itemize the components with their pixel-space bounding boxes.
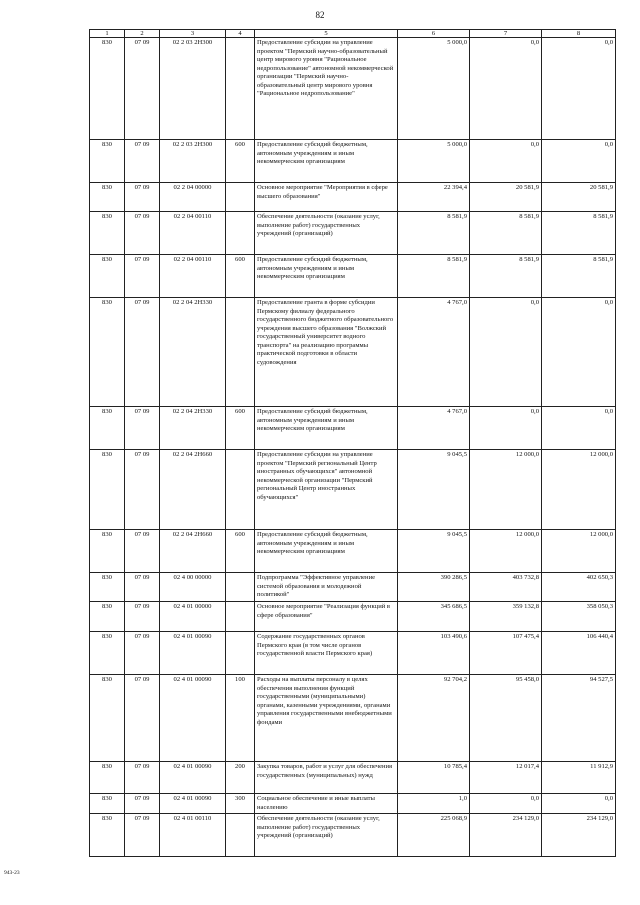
cell-target-article: 02 2 04 2Н660 [160,530,226,573]
cell-amount-year-3: 358 050,3 [542,602,616,632]
table-row [90,255,616,298]
cell-target-article: 02 4 00 00000 [160,573,226,602]
table-row [90,814,616,857]
cell-section: 07 09 [125,255,160,298]
cell-amount-year-1: 8 581,9 [398,212,470,255]
cell-amount-year-1: 4 767,0 [398,298,470,407]
cell-section: 07 09 [125,298,160,407]
cell-admin-code: 830 [90,602,125,632]
header-col-8: 8 [542,30,616,38]
cell-description: Предоставление субсидий бюджетным, автономным учреждениям и иным некоммерческим организациям [255,140,398,183]
cell-description: Содержание государственных органов Пермского края (в том числе органов государственной власти Пермского края) [255,632,398,675]
cell-section: 07 09 [125,794,160,814]
cell-admin-code: 830 [90,814,125,857]
cell-amount-year-1: 103 490,6 [398,632,470,675]
cell-amount-year-3: 0,0 [542,298,616,407]
header-row [90,30,616,38]
cell-amount-year-3: 8 581,9 [542,212,616,255]
header-col-2: 2 [125,30,160,38]
cell-amount-year-3: 234 129,0 [542,814,616,857]
cell-amount-year-1: 22 394,4 [398,183,470,212]
cell-section: 07 09 [125,407,160,450]
header-col-5: 5 [255,30,398,38]
cell-amount-year-2: 403 732,8 [470,573,542,602]
cell-expense-type: 200 [226,762,255,794]
cell-expense-type: 600 [226,255,255,298]
cell-target-article: 02 4 01 00090 [160,675,226,762]
cell-amount-year-3: 106 440,4 [542,632,616,675]
cell-amount-year-3: 402 650,3 [542,573,616,602]
cell-target-article: 02 2 03 2Н300 [160,38,226,140]
cell-description: Предоставление субсидий бюджетным, автономным учреждениям и иным некоммерческим организациям [255,255,398,298]
cell-target-article: 02 4 01 00090 [160,632,226,675]
cell-section: 07 09 [125,602,160,632]
cell-amount-year-2: 359 132,8 [470,602,542,632]
cell-expense-type: 300 [226,794,255,814]
cell-section: 07 09 [125,183,160,212]
cell-amount-year-2: 20 581,9 [470,183,542,212]
cell-amount-year-2: 234 129,0 [470,814,542,857]
cell-admin-code: 830 [90,762,125,794]
cell-amount-year-3: 0,0 [542,794,616,814]
table-row [90,38,616,140]
cell-admin-code: 830 [90,38,125,140]
cell-section: 07 09 [125,675,160,762]
cell-amount-year-2: 107 475,4 [470,632,542,675]
header-col-3: 3 [160,30,226,38]
cell-amount-year-3: 8 581,9 [542,255,616,298]
cell-section: 07 09 [125,212,160,255]
page-number: 82 [315,10,325,20]
cell-admin-code: 830 [90,298,125,407]
cell-description: Обеспечение деятельности (оказание услуг, выполнение работ) государственных учреждений (организаций) [255,212,398,255]
footer-code: 943-23 [4,870,20,876]
table-row [90,298,616,407]
cell-description: Предоставление субсидий бюджетным, автономным учреждениям и иным некоммерческим организациям [255,530,398,573]
cell-amount-year-1: 225 068,9 [398,814,470,857]
table-row [90,140,616,183]
table-row [90,530,616,573]
cell-expense-type: 600 [226,407,255,450]
cell-amount-year-1: 5 000,0 [398,140,470,183]
cell-admin-code: 830 [90,407,125,450]
cell-description: Основное мероприятие "Мероприятия в сфере высшего образования" [255,183,398,212]
cell-section: 07 09 [125,450,160,530]
cell-amount-year-1: 9 045,5 [398,530,470,573]
cell-section: 07 09 [125,140,160,183]
cell-expense-type [226,632,255,675]
cell-amount-year-2: 12 000,0 [470,530,542,573]
cell-expense-type [226,573,255,602]
cell-section: 07 09 [125,762,160,794]
cell-description: Предоставление гранта в форме субсидии Пермскому филиалу федерального государственного бюджетного образовательного учреждения высшего образования "Волжский государственный университет водного транспорта" на реализацию программы практической подготовки в области судовождения [255,298,398,407]
cell-target-article: 02 4 01 00090 [160,762,226,794]
cell-amount-year-2: 0,0 [470,407,542,450]
cell-amount-year-1: 1,0 [398,794,470,814]
table-row [90,602,616,632]
cell-admin-code: 830 [90,530,125,573]
cell-description: Расходы на выплаты персоналу в целях обеспечения выполнения функций государственными (муниципальными) органами, казенными учреждениями, органами управления государственными внебюджетными фондами [255,675,398,762]
header-col-6: 6 [398,30,470,38]
cell-description: Предоставление субсидии на управление проектом "Пермский научно-образовательный центр мирового уровня "Рациональное недропользование" автономной некоммерческой организации "Пермский научно-образовательный центр мирового уровня "Рациональное недропользование" [255,38,398,140]
cell-expense-type [226,183,255,212]
header-col-1: 1 [90,30,125,38]
table-row [90,450,616,530]
cell-target-article: 02 4 01 00000 [160,602,226,632]
cell-amount-year-1: 92 704,2 [398,675,470,762]
cell-amount-year-1: 4 767,0 [398,407,470,450]
header-col-7: 7 [470,30,542,38]
cell-expense-type [226,450,255,530]
cell-amount-year-3: 94 527,5 [542,675,616,762]
cell-target-article: 02 4 01 00110 [160,814,226,857]
cell-amount-year-2: 0,0 [470,298,542,407]
cell-section: 07 09 [125,632,160,675]
cell-amount-year-2: 8 581,9 [470,212,542,255]
cell-admin-code: 830 [90,675,125,762]
cell-admin-code: 830 [90,573,125,602]
cell-admin-code: 830 [90,255,125,298]
cell-amount-year-1: 390 286,5 [398,573,470,602]
cell-target-article: 02 2 04 2Н330 [160,407,226,450]
table-row [90,675,616,762]
cell-admin-code: 830 [90,632,125,675]
cell-section: 07 09 [125,573,160,602]
table-row [90,183,616,212]
cell-amount-year-1: 9 045,5 [398,450,470,530]
cell-target-article: 02 2 04 2Н660 [160,450,226,530]
cell-expense-type [226,212,255,255]
cell-expense-type [226,814,255,857]
cell-amount-year-3: 12 000,0 [542,450,616,530]
cell-amount-year-1: 345 686,5 [398,602,470,632]
cell-amount-year-1: 5 000,0 [398,38,470,140]
cell-target-article: 02 2 04 00000 [160,183,226,212]
cell-description: Основное мероприятие "Реализация функций в сфере образования" [255,602,398,632]
cell-admin-code: 830 [90,212,125,255]
cell-amount-year-3: 0,0 [542,38,616,140]
cell-description: Предоставление субсидии на управление проектом "Пермский региональный Центр иностранных обучающихся" автономной некоммерческой организации "Пермский региональный Центр иностранных обучающихся" [255,450,398,530]
cell-target-article: 02 2 04 00110 [160,255,226,298]
table-row [90,212,616,255]
cell-amount-year-3: 20 581,9 [542,183,616,212]
cell-amount-year-1: 8 581,9 [398,255,470,298]
table-body [90,38,616,857]
cell-section: 07 09 [125,38,160,140]
cell-amount-year-2: 0,0 [470,140,542,183]
cell-amount-year-2: 95 458,0 [470,675,542,762]
cell-admin-code: 830 [90,183,125,212]
cell-target-article: 02 2 03 2Н300 [160,140,226,183]
cell-amount-year-2: 0,0 [470,38,542,140]
cell-target-article: 02 2 04 00110 [160,212,226,255]
cell-amount-year-3: 0,0 [542,140,616,183]
budget-table [89,29,616,857]
table-row [90,794,616,814]
cell-section: 07 09 [125,814,160,857]
table-row [90,632,616,675]
cell-section: 07 09 [125,530,160,573]
cell-expense-type: 600 [226,140,255,183]
table-row [90,573,616,602]
cell-amount-year-2: 0,0 [470,794,542,814]
table-row [90,407,616,450]
cell-amount-year-1: 10 785,4 [398,762,470,794]
cell-target-article: 02 2 04 2Н330 [160,298,226,407]
cell-amount-year-2: 12 017,4 [470,762,542,794]
cell-target-article: 02 4 01 00090 [160,794,226,814]
cell-admin-code: 830 [90,140,125,183]
cell-expense-type [226,602,255,632]
cell-description: Подпрограмма "Эффективное управление системой образования и молодежной политикой" [255,573,398,602]
cell-amount-year-3: 12 000,0 [542,530,616,573]
cell-expense-type [226,38,255,140]
cell-admin-code: 830 [90,450,125,530]
cell-amount-year-3: 0,0 [542,407,616,450]
header-col-4: 4 [226,30,255,38]
cell-amount-year-2: 12 000,0 [470,450,542,530]
cell-description: Закупка товаров, работ и услуг для обеспечения государственных (муниципальных) нужд [255,762,398,794]
cell-description: Предоставление субсидий бюджетным, автономным учреждениям и иным некоммерческим организациям [255,407,398,450]
cell-expense-type [226,298,255,407]
cell-amount-year-2: 8 581,9 [470,255,542,298]
cell-description: Обеспечение деятельности (оказание услуг, выполнение работ) государственных учреждений (организаций) [255,814,398,857]
cell-admin-code: 830 [90,794,125,814]
cell-expense-type: 600 [226,530,255,573]
cell-amount-year-3: 11 912,9 [542,762,616,794]
cell-description: Социальное обеспечение и иные выплаты населению [255,794,398,814]
table-row [90,762,616,794]
cell-expense-type: 100 [226,675,255,762]
